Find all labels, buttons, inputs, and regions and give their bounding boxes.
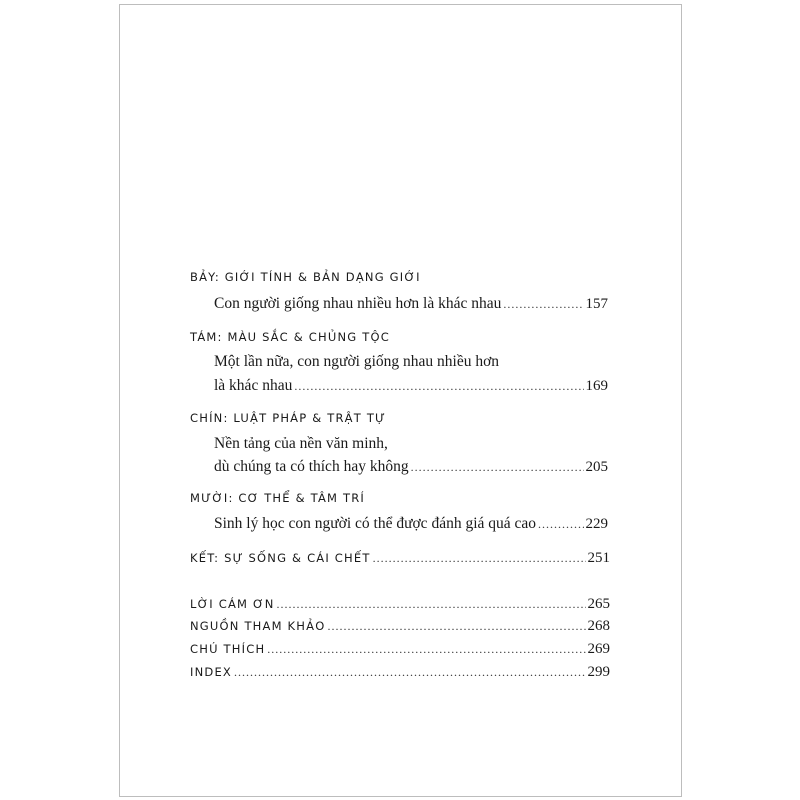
chapter-heading-8: TÁM: MÀU SẮC & CHỦNG TỘC — [190, 330, 390, 344]
entry-title: Sinh lý học con người có thể được đánh giá quá cao — [214, 515, 537, 532]
dot-leader — [327, 619, 585, 633]
entry-title: dù chúng ta có thích hay không — [214, 458, 409, 475]
dot-leader — [538, 515, 583, 533]
dot-leader — [234, 665, 586, 679]
table-of-contents — [120, 5, 681, 796]
page-number: 205 — [585, 459, 608, 475]
dot-leader — [294, 377, 583, 395]
toc-entry-sources[interactable] — [190, 619, 610, 633]
entry-title: Con người giống nhau nhiều hơn là khác nhau — [214, 295, 502, 312]
chapter-heading-7: BẢY: GIỚI TÍNH & BẢN DẠNG GIỚI — [190, 270, 421, 284]
dot-leader — [277, 597, 586, 611]
entry-title: INDEX — [190, 665, 232, 679]
toc-entry-9[interactable] — [214, 458, 608, 476]
page-number: 299 — [587, 664, 610, 680]
page-number: 265 — [587, 596, 610, 612]
page-number: 269 — [587, 641, 610, 657]
entry-title: LỜI CÁM ƠN — [190, 597, 275, 611]
dot-leader — [267, 642, 585, 656]
chapter-heading-9: CHÍN: LUẬT PHÁP & TRẬT TỰ — [190, 411, 387, 425]
page-number: 157 — [585, 296, 608, 312]
entry-title: CHÚ THÍCH — [190, 642, 266, 656]
toc-entry-conclusion[interactable] — [190, 551, 610, 565]
dot-leader — [373, 551, 586, 565]
entry-subtitle-line: Nền tảng của nền văn minh, — [214, 435, 388, 452]
toc-entry-index[interactable] — [190, 665, 610, 679]
toc-entry-10[interactable] — [214, 515, 608, 533]
toc-entry-7[interactable] — [214, 295, 608, 313]
toc-entry-notes[interactable] — [190, 642, 610, 656]
chapter-heading-conclusion: KẾT: SỰ SỐNG & CÁI CHẾT — [190, 551, 371, 565]
page-number: 229 — [585, 516, 608, 532]
chapter-heading-10: MƯỜI: CƠ THỂ & TÂM TRÍ — [190, 491, 365, 505]
entry-subtitle-line: Một lần nữa, con người giống nhau nhiều hơn — [214, 353, 500, 370]
toc-entry-8[interactable] — [214, 377, 608, 395]
page-number: 251 — [587, 550, 610, 566]
entry-title: là khác nhau — [214, 377, 293, 394]
dot-leader — [411, 458, 584, 476]
entry-title: NGUỒN THAM KHẢO — [190, 619, 326, 633]
toc-entry-acknowledgements[interactable] — [190, 597, 610, 611]
page-number: 268 — [587, 618, 610, 634]
page-number: 169 — [585, 378, 608, 394]
book-page — [119, 4, 682, 797]
dot-leader — [503, 295, 583, 313]
